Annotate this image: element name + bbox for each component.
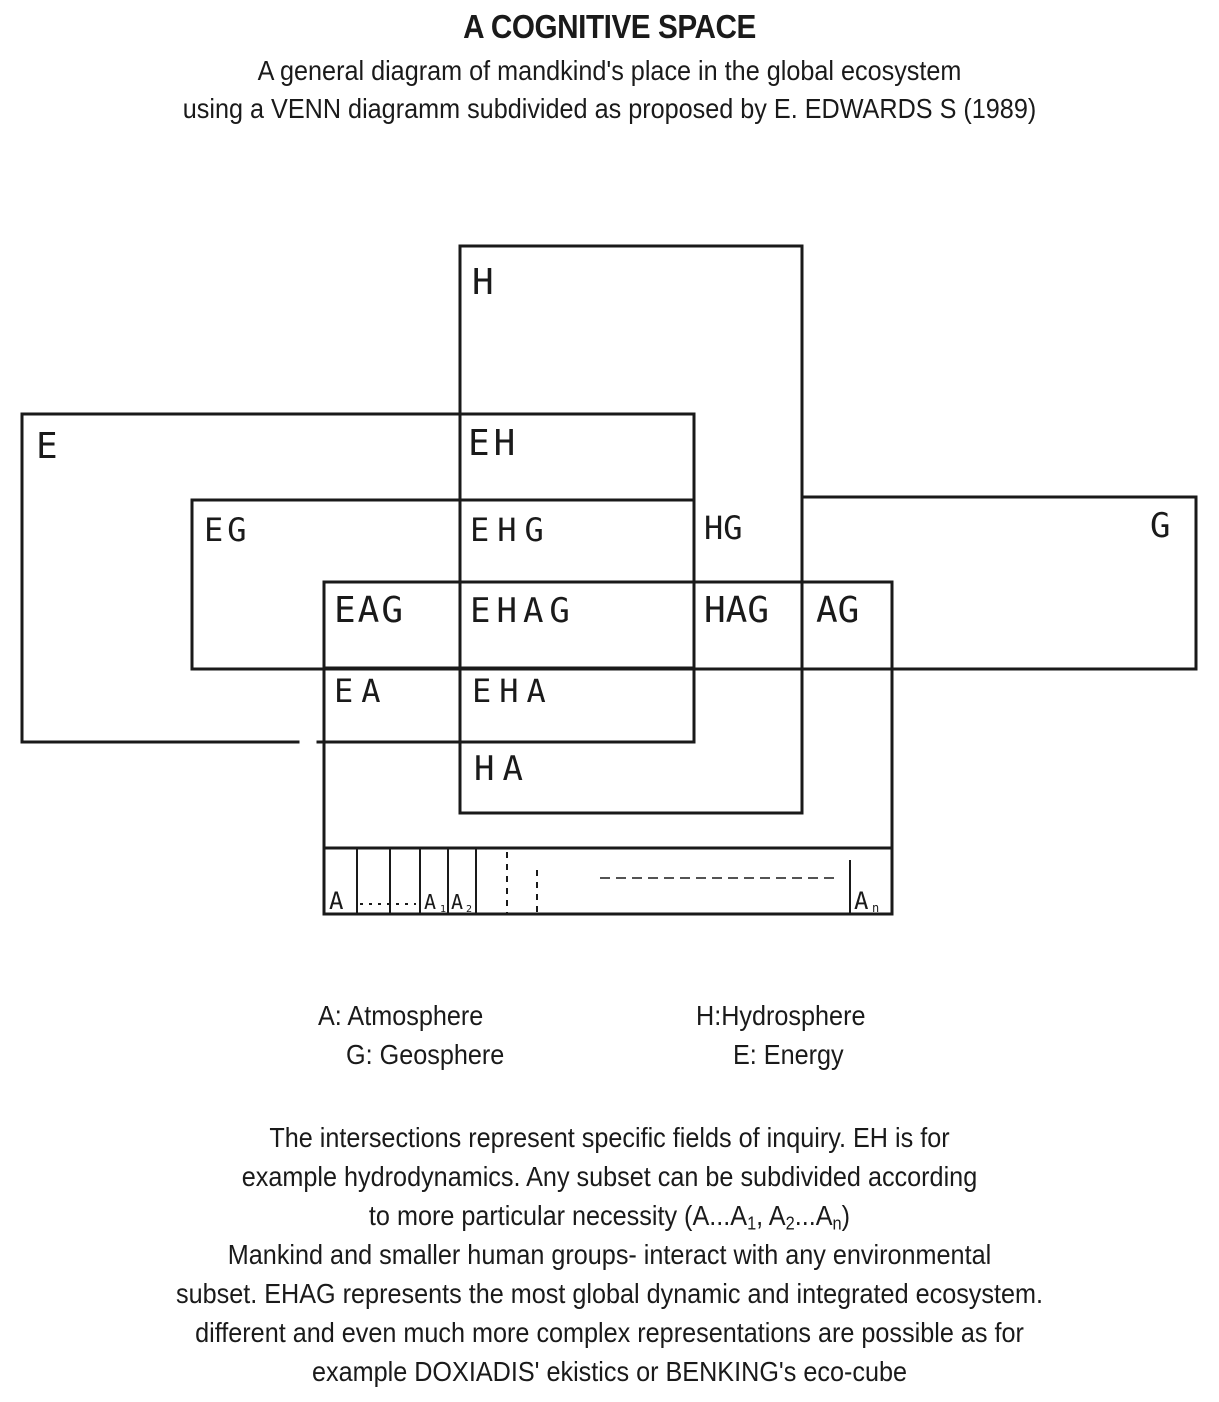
subtitle-line-1: A general diagram of mandkind's place in the global ecosystem [257, 55, 962, 86]
set-A-outline [324, 582, 892, 914]
sub-label-A2: A [451, 890, 464, 914]
label-EHG: EHG [470, 511, 552, 549]
legend-geosphere: G: Geosphere [346, 1039, 505, 1070]
label-G: G [1150, 506, 1171, 546]
label-H: H [472, 262, 494, 303]
label-E: E [36, 426, 58, 467]
description-line-5: subset. EHAG represents the most global dynamic and integrated ecosystem. [175, 1278, 1044, 1309]
sub-label-A1: A [424, 890, 437, 914]
description-line-4: Mankind and smaller human groups- interact with any environmental [227, 1239, 992, 1270]
description-line-3-mid2: ...A [794, 1200, 833, 1231]
sub-label-A: A [329, 887, 344, 915]
description-line-3-text: to more particular necessity (A...A [368, 1200, 748, 1231]
description-line-3-end: ) [841, 1200, 851, 1231]
subscript-n: n [832, 1213, 842, 1234]
subscript-1: 1 [747, 1213, 757, 1234]
description-line-7: example DOXIADIS' ekistics or BENKING's eco-cube [311, 1356, 908, 1387]
label-HAG: HAG [704, 590, 770, 631]
legend-hydrosphere: H:Hydrosphere [696, 1000, 866, 1031]
label-EA: EA [334, 672, 389, 710]
description-line-3-mid: , A [756, 1200, 786, 1231]
description-line-2: example hydrodynamics. Any subset can be subdivided according [241, 1161, 978, 1192]
subscript-2: 2 [785, 1213, 795, 1234]
label-EG: EG [204, 511, 251, 549]
description-line-6: different and even much more complex representations are possible as for [195, 1317, 1024, 1348]
label-HA: HA [474, 749, 531, 789]
sub-mark-1: 1 [440, 904, 447, 915]
label-EHA: EHA [472, 672, 554, 710]
description-line-1: The intersections represent specific fields of inquiry. EH is for [269, 1122, 950, 1153]
sub-mark-2: 2 [466, 904, 473, 915]
label-EAG: EAG [334, 590, 406, 631]
legend-atmosphere: A: Atmosphere [318, 1000, 484, 1031]
sub-mark-n: n [872, 901, 880, 915]
label-AG: AG [816, 590, 860, 631]
sub-label-An: A [854, 887, 869, 915]
legend-energy: E: Energy [733, 1039, 844, 1070]
label-EHAG: EHAG [470, 591, 576, 631]
subtitle-line-2: using a VENN diagramm subdivided as proposed by E. EDWARDS S (1989) [182, 93, 1037, 124]
page-title: A COGNITIVE SPACE [463, 8, 756, 45]
set-E-outline [22, 414, 460, 742]
label-EH: EH [468, 423, 520, 464]
label-HG: HG [704, 509, 743, 547]
